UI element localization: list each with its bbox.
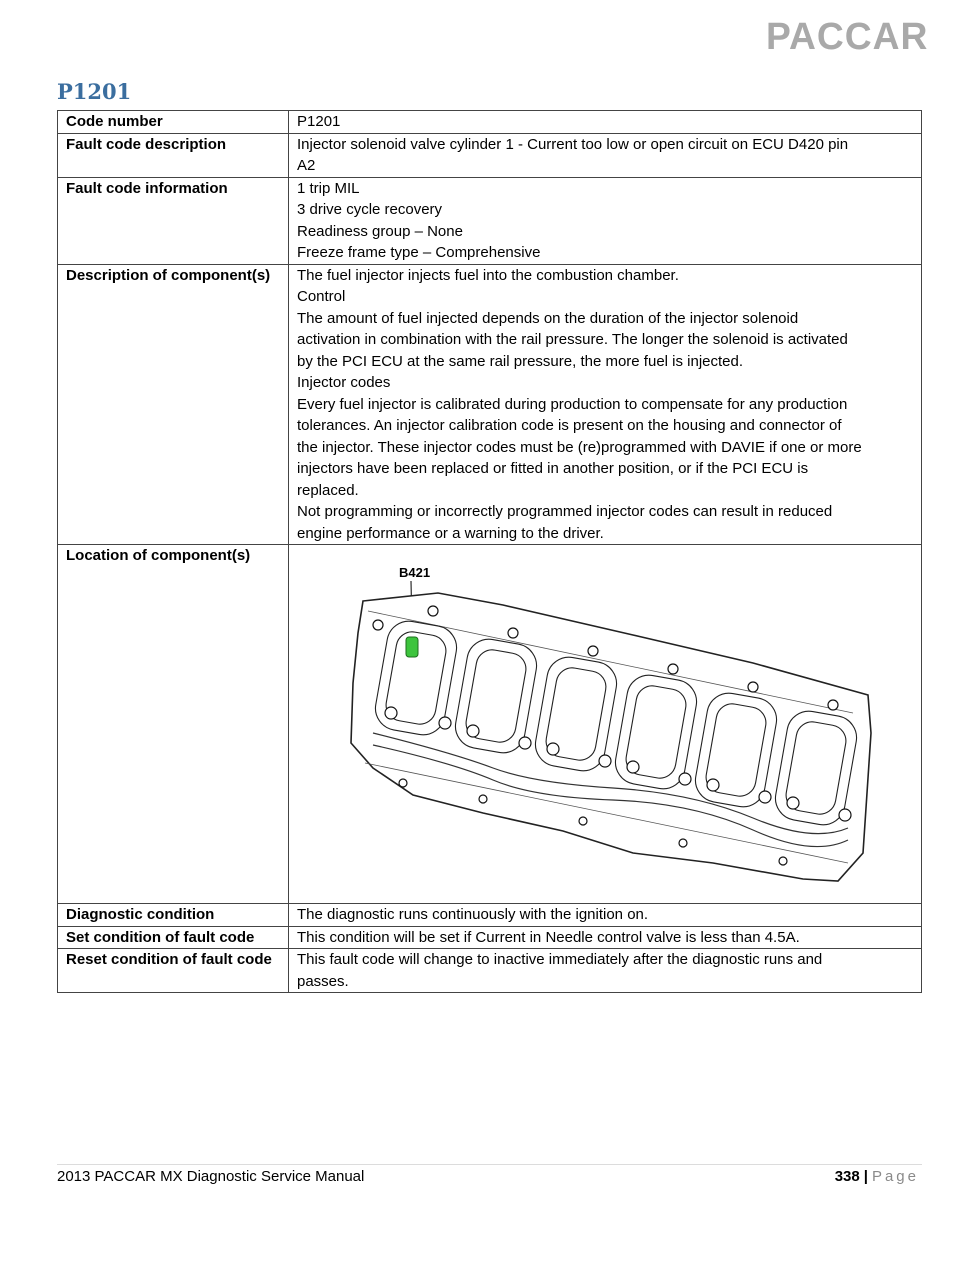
engine-cylinder-head-diagram xyxy=(333,563,878,888)
row-label: Fault code information xyxy=(58,177,289,264)
page-footer xyxy=(835,1168,919,1185)
text-line: This fault code will change to inactive immediately after the diagnostic runs and xyxy=(297,951,823,968)
text-line: the injector. These injector codes must be (re)programmed with DAVIE if one or more xyxy=(297,438,862,456)
text-line: A2 xyxy=(297,157,316,174)
text-line: Readiness group – None xyxy=(297,222,463,240)
cylinder-head-outline xyxy=(351,593,871,881)
page-number: 338 xyxy=(834,1168,860,1185)
text-line: The fuel injector injects fuel into the combustion chamber. xyxy=(297,266,679,284)
paccar-logo xyxy=(766,16,929,58)
table-row xyxy=(58,949,922,993)
text-line: Not programming or incorrectly programmed injector codes can result in reduced xyxy=(297,503,833,520)
row-value xyxy=(289,949,922,993)
text-line: Freeze frame type – Comprehensive xyxy=(297,244,541,261)
text-line: activation in combination with the rail pressure. The longer the solenoid is activated xyxy=(297,331,848,348)
row-value: P1201 xyxy=(289,111,922,134)
table-row xyxy=(58,111,922,134)
logo-text: PACCAR xyxy=(766,16,929,58)
text-line: Control xyxy=(297,288,346,305)
text-line: by the PCI ECU at the same rail pressure, the more fuel is injected. xyxy=(297,352,744,370)
table-row xyxy=(58,904,922,927)
text-line: Every fuel injector is calibrated during production to compensate for any production xyxy=(297,395,848,413)
row-label: Description of component(s) xyxy=(58,264,289,545)
row-value xyxy=(289,264,922,545)
callout-label: B421 xyxy=(399,565,431,580)
text-line: tolerances. An injector calibration code is present on the housing and connector of xyxy=(297,417,842,434)
row-label: Set condition of fault code xyxy=(58,926,289,949)
b421-component-highlight xyxy=(406,637,418,657)
page-title: P1201 xyxy=(57,79,132,104)
fault-code-table xyxy=(57,110,922,993)
text-line: engine performance or a warning to the driver. xyxy=(297,524,604,542)
page-word: Page xyxy=(871,1168,919,1185)
row-value: The diagnostic runs continuously with the ignition on. xyxy=(289,904,922,927)
text-line: 1 trip MIL xyxy=(297,179,360,197)
row-value xyxy=(289,133,922,177)
table-row xyxy=(58,177,922,264)
text-line: Injector codes xyxy=(297,374,391,391)
row-label: Fault code description xyxy=(58,133,289,177)
text-line: 3 drive cycle recovery xyxy=(297,201,443,218)
component-location-figure xyxy=(289,545,922,904)
text-line: passes. xyxy=(297,972,349,990)
row-label: Diagnostic condition xyxy=(58,904,289,927)
table-row xyxy=(58,545,922,904)
table-row xyxy=(58,133,922,177)
row-value xyxy=(289,177,922,264)
text-line: The amount of fuel injected depends on the duration of the injector solenoid xyxy=(297,309,799,327)
footer-title: 2013 PACCAR MX Diagnostic Service Manual xyxy=(57,1168,365,1185)
footer-divider xyxy=(57,1164,922,1165)
footer-separator: | xyxy=(863,1168,868,1185)
text-line: replaced. xyxy=(297,481,359,499)
table-row xyxy=(58,264,922,545)
text-line: Injector solenoid valve cylinder 1 - Current too low or open circuit on ECU D420 pin xyxy=(297,135,849,153)
row-label: Reset condition of fault code xyxy=(58,949,289,993)
row-label: Location of component(s) xyxy=(58,545,289,904)
row-value: This condition will be set if Current in Needle control valve is less than 4.5A. xyxy=(289,926,922,949)
text-line: injectors have been replaced or fitted in another position, or if the PCI ECU is xyxy=(297,460,809,477)
table-row xyxy=(58,926,922,949)
row-label: Code number xyxy=(58,111,289,134)
